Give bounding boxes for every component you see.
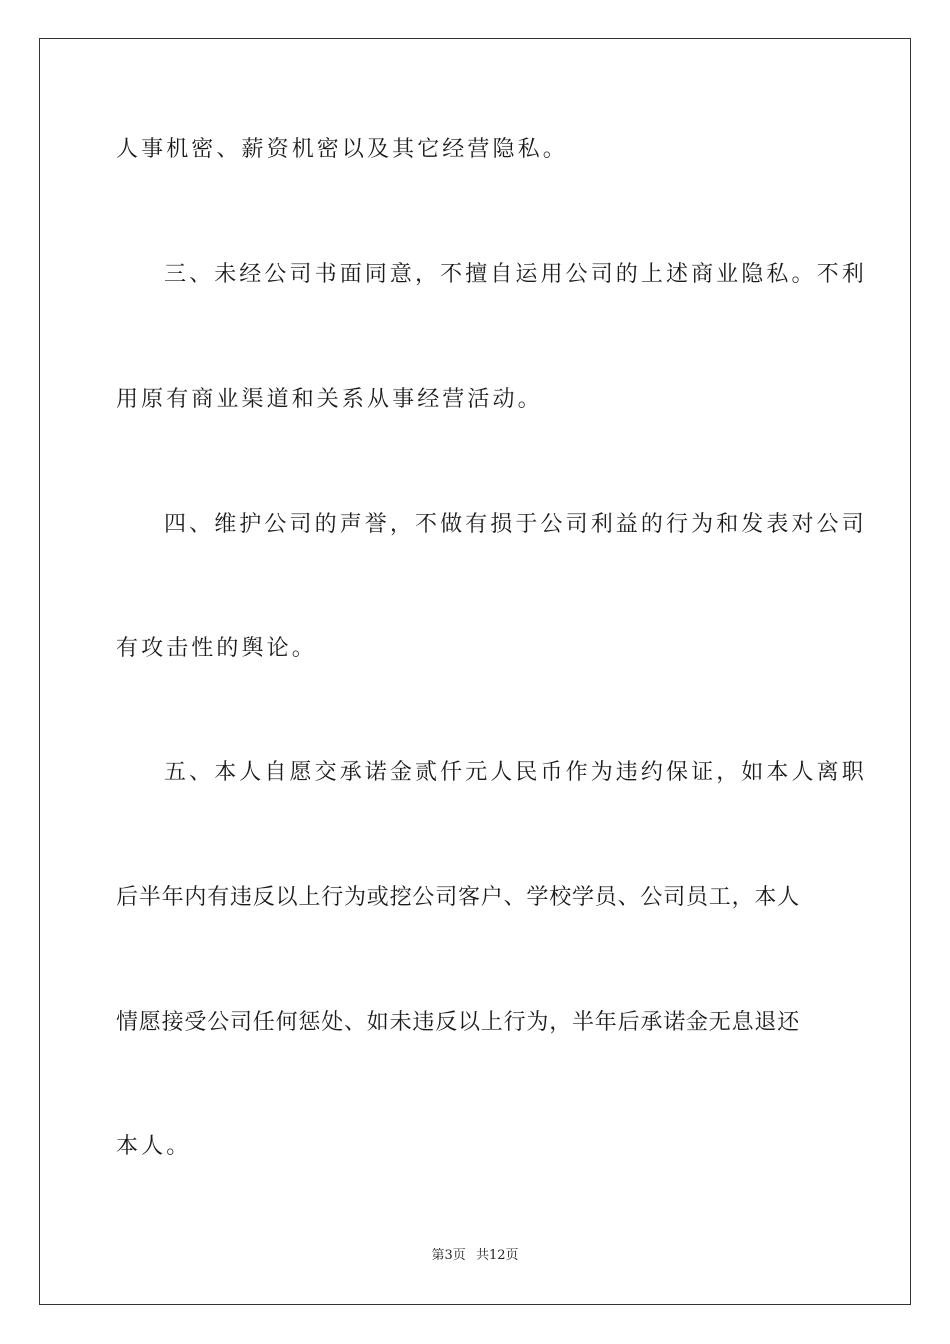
paragraph-line: 五、本人自愿交承诺金贰仟元人民币作为违约保证，如本人离职 (164, 760, 867, 785)
paragraph-line: 人事机密、薪资机密以及其它经营隐私。 (116, 137, 568, 162)
paragraph-line: 后半年内有违反以上行为或挖公司客户、学校学员、公司员工，本人 (116, 885, 801, 910)
page-footer (0, 1248, 950, 1264)
page-total: 共12页 (475, 1248, 519, 1263)
paragraph-line: 情愿接受公司任何惩处、如未违反以上行为，半年后承诺金无息退还 (116, 1010, 801, 1035)
paragraph-line: 四、维护公司的声誉，不做有损于公司利益的行为和发表对公司 (164, 512, 867, 537)
paragraph-line: 本人。 (116, 1134, 192, 1159)
page-border (39, 38, 911, 1305)
page-number: 第3页 (431, 1248, 466, 1263)
paragraph-line: 有攻击性的舆论。 (116, 636, 317, 661)
paragraph-line: 用原有商业渠道和关系从事经营活动。 (116, 387, 543, 412)
paragraph-line: 三、未经公司书面同意，不擅自运用公司的上述商业隐私。不利 (164, 262, 867, 287)
